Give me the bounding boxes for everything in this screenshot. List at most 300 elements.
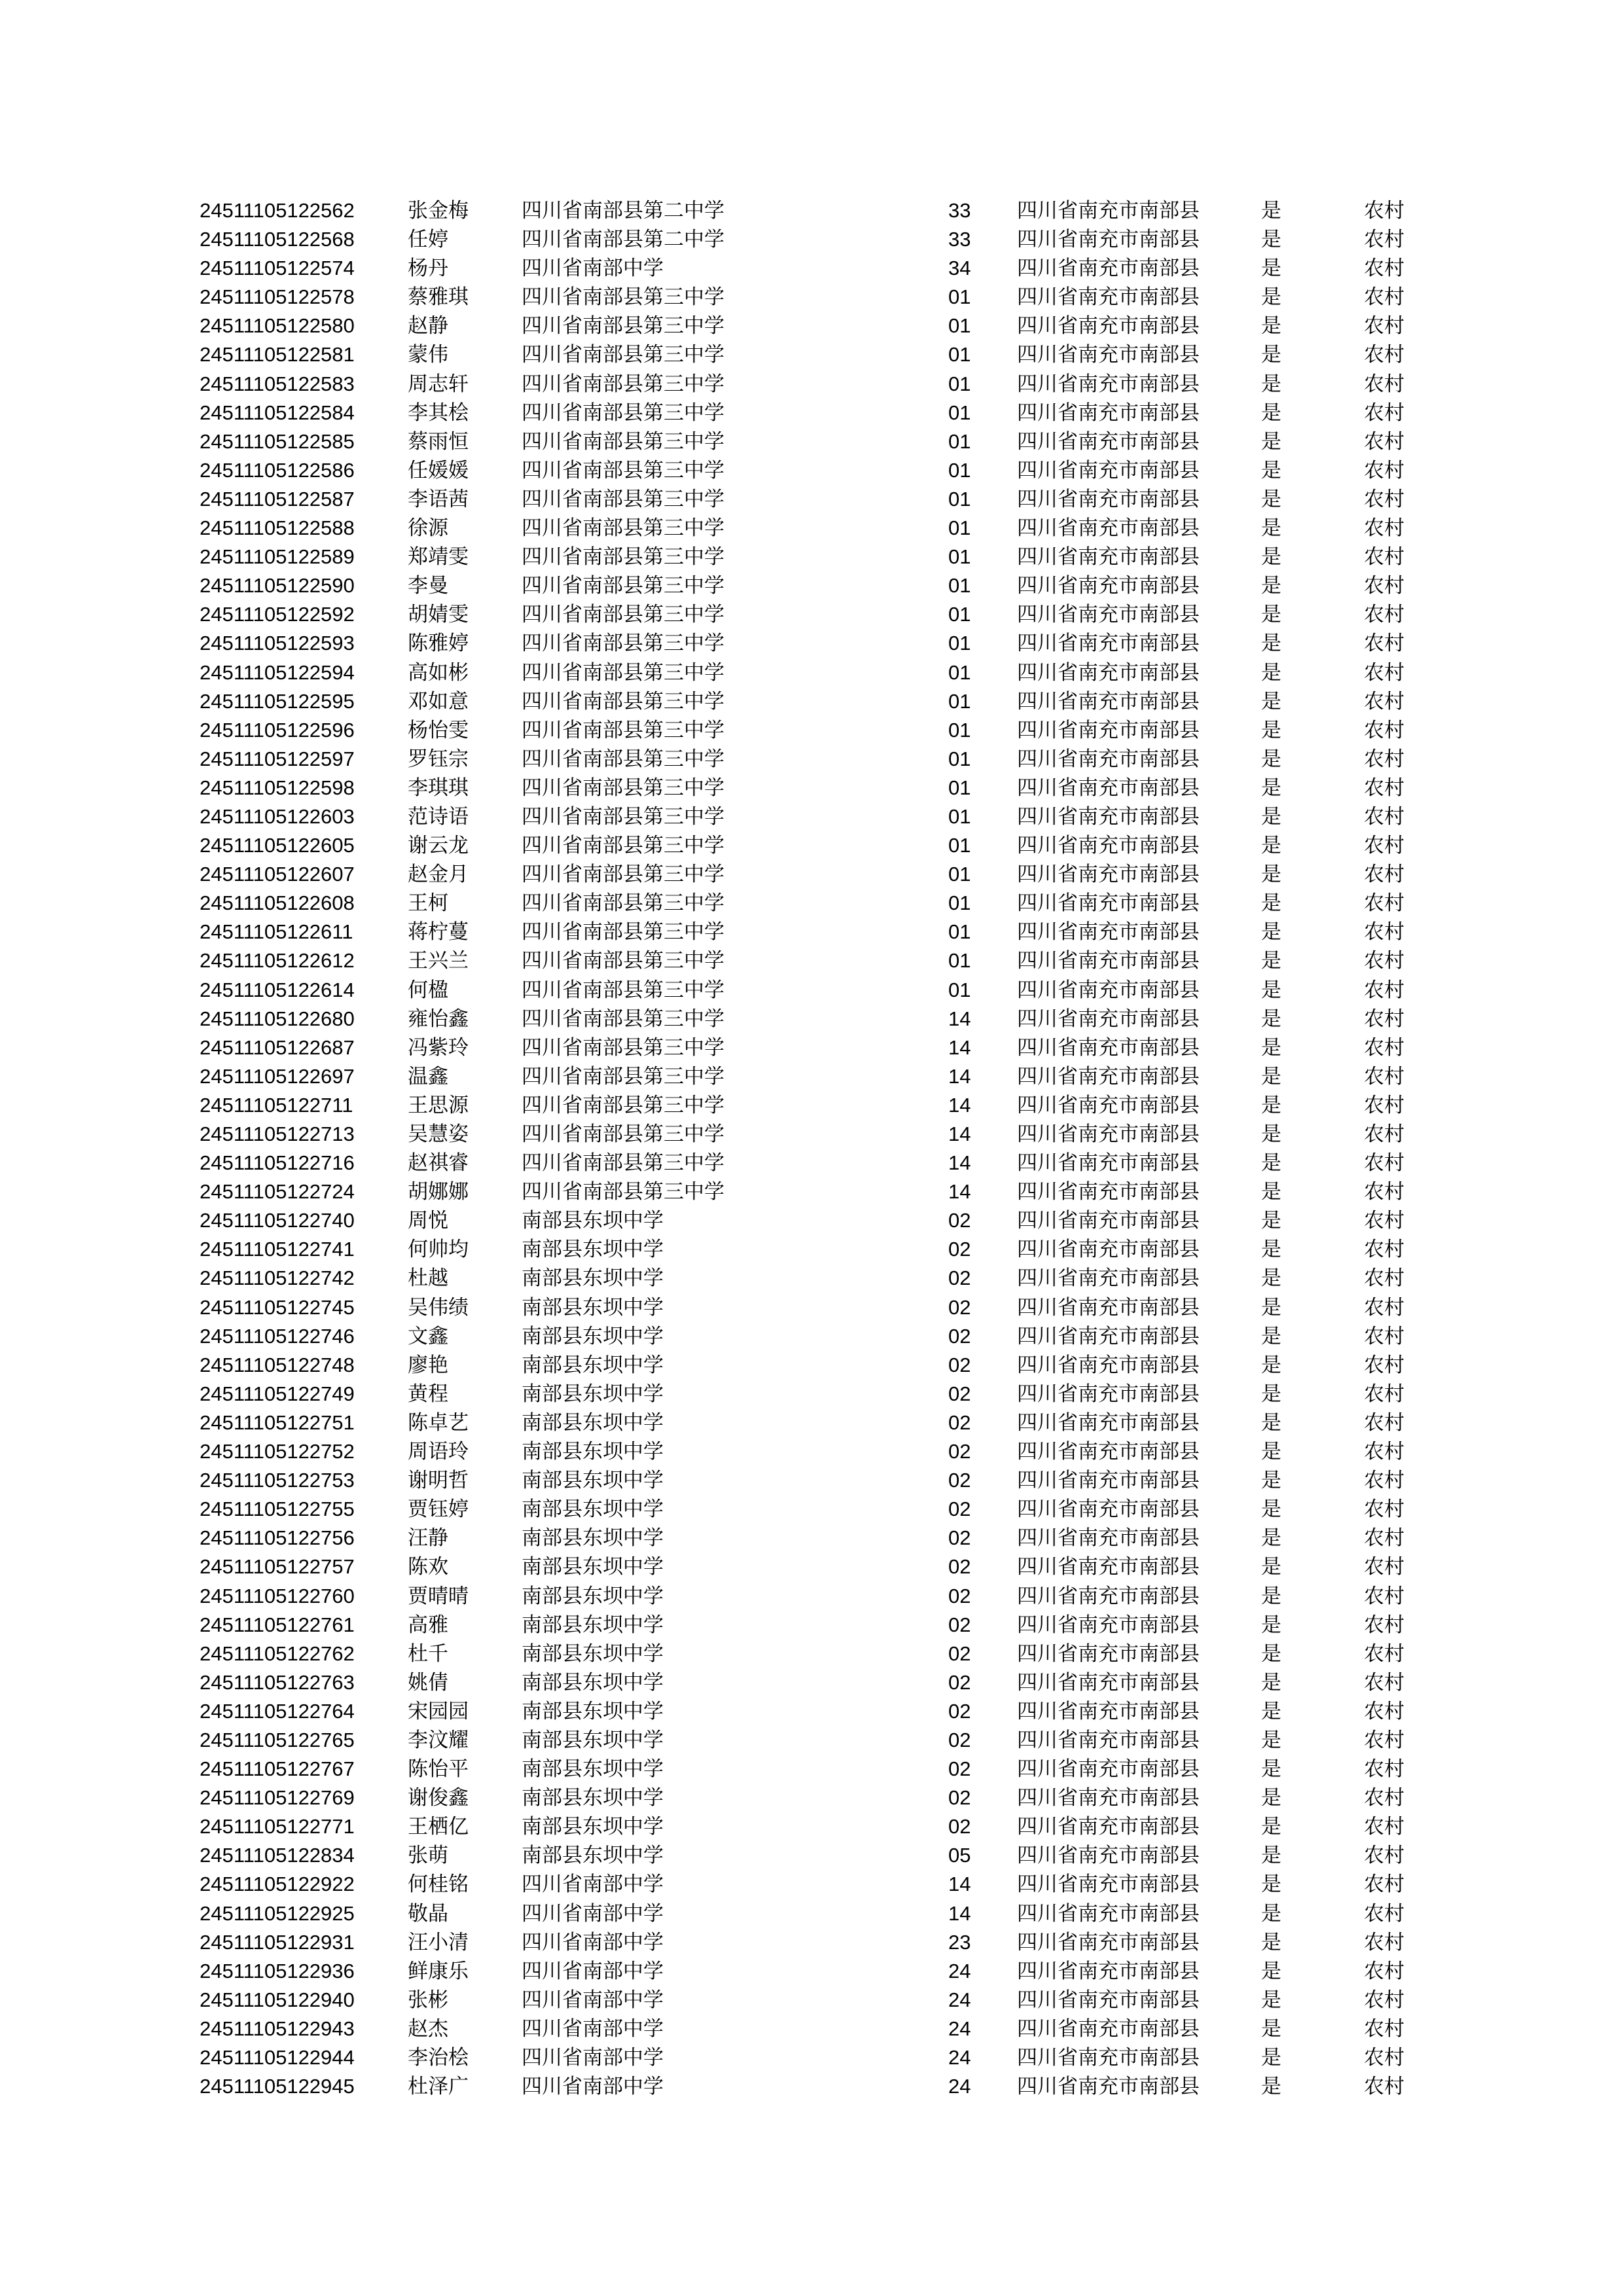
table-row bbox=[0, 1870, 1623, 1899]
cell-id: 24511105122922 bbox=[200, 1873, 355, 1896]
table-row bbox=[0, 1582, 1623, 1611]
cell-id: 24511105122586 bbox=[200, 458, 355, 482]
cell-flag: 是 bbox=[1261, 199, 1281, 223]
cell-school: 四川省南部县第三中学 bbox=[522, 1007, 724, 1031]
table-row bbox=[0, 1437, 1623, 1466]
cell-id: 24511105122581 bbox=[200, 343, 355, 367]
cell-type: 农村 bbox=[1364, 285, 1404, 310]
cell-id: 24511105122605 bbox=[200, 834, 355, 857]
cell-region: 四川省南充市南部县 bbox=[1017, 1584, 1200, 1608]
cell-flag: 是 bbox=[1261, 458, 1281, 482]
cell-type: 农村 bbox=[1364, 1526, 1404, 1551]
cell-type: 农村 bbox=[1364, 1266, 1404, 1291]
table-row bbox=[0, 2072, 1623, 2101]
cell-type: 农村 bbox=[1364, 1930, 1404, 1954]
cell-region: 四川省南充市南部县 bbox=[1017, 2075, 1200, 2099]
cell-code: 02 bbox=[948, 1295, 971, 1319]
cell-school: 四川省南部县第三中学 bbox=[522, 1151, 724, 1175]
cell-flag: 是 bbox=[1261, 1266, 1281, 1291]
cell-name: 徐源 bbox=[408, 516, 448, 541]
table-row bbox=[0, 1524, 1623, 1552]
cell-code: 33 bbox=[948, 228, 971, 251]
cell-flag: 是 bbox=[1261, 1901, 1281, 1926]
cell-name: 范诗语 bbox=[408, 804, 469, 829]
cell-school: 四川省南部县第三中学 bbox=[522, 891, 724, 916]
cell-id: 24511105122834 bbox=[200, 1844, 355, 1867]
table-row bbox=[0, 1091, 1623, 1120]
cell-id: 24511105122761 bbox=[200, 1613, 355, 1636]
cell-region: 四川省南充市南部县 bbox=[1017, 1930, 1200, 1954]
cell-flag: 是 bbox=[1261, 1122, 1281, 1146]
cell-flag: 是 bbox=[1261, 228, 1281, 252]
cell-flag: 是 bbox=[1261, 2046, 1281, 2070]
cell-school: 四川省南部县第三中学 bbox=[522, 920, 724, 944]
cell-type: 农村 bbox=[1364, 1324, 1404, 1348]
cell-region: 四川省南充市南部县 bbox=[1017, 1498, 1200, 1522]
cell-region: 四川省南充市南部县 bbox=[1017, 1670, 1200, 1695]
cell-id: 24511105122583 bbox=[200, 372, 355, 395]
table-row bbox=[0, 1033, 1623, 1062]
table-row bbox=[0, 774, 1623, 802]
cell-type: 农村 bbox=[1364, 1151, 1404, 1175]
cell-school: 南部县东坝中学 bbox=[522, 1641, 664, 1666]
cell-type: 农村 bbox=[1364, 1498, 1404, 1522]
cell-type: 农村 bbox=[1364, 920, 1404, 944]
cell-id: 24511105122765 bbox=[200, 1728, 355, 1751]
cell-id: 24511105122713 bbox=[200, 1122, 355, 1145]
table-row bbox=[0, 1005, 1623, 1033]
cell-school: 南部县东坝中学 bbox=[522, 1757, 664, 1782]
cell-name: 王兴兰 bbox=[408, 949, 469, 973]
cell-type: 农村 bbox=[1364, 574, 1404, 598]
cell-school: 四川省南部县第三中学 bbox=[522, 978, 724, 1002]
cell-name: 文鑫 bbox=[408, 1324, 448, 1348]
table-row bbox=[0, 1235, 1623, 1264]
cell-type: 农村 bbox=[1364, 718, 1404, 742]
cell-id: 24511105122945 bbox=[200, 2075, 355, 2098]
cell-type: 农村 bbox=[1364, 1901, 1404, 1926]
cell-name: 胡婧雯 bbox=[408, 603, 469, 627]
cell-code: 01 bbox=[948, 516, 971, 540]
cell-id: 24511105122931 bbox=[200, 1930, 355, 1954]
cell-school: 南部县东坝中学 bbox=[522, 1324, 664, 1348]
cell-type: 农村 bbox=[1364, 1353, 1404, 1377]
table-row bbox=[0, 1928, 1623, 1957]
cell-name: 陈怡平 bbox=[408, 1757, 469, 1782]
cell-name: 张萌 bbox=[408, 1844, 448, 1868]
table-row bbox=[0, 629, 1623, 658]
cell-flag: 是 bbox=[1261, 1295, 1281, 1319]
cell-code: 02 bbox=[948, 1353, 971, 1376]
cell-code: 01 bbox=[948, 545, 971, 569]
cell-school: 四川省南部县第三中学 bbox=[522, 1180, 724, 1204]
cell-id: 24511105122585 bbox=[200, 429, 355, 453]
cell-name: 汪静 bbox=[408, 1526, 448, 1551]
cell-flag: 是 bbox=[1261, 1959, 1281, 1983]
cell-school: 四川省南部县第三中学 bbox=[522, 343, 724, 367]
cell-code: 01 bbox=[948, 863, 971, 886]
cell-name: 鲜康乐 bbox=[408, 1959, 469, 1983]
cell-school: 四川省南部县第二中学 bbox=[522, 199, 724, 223]
cell-flag: 是 bbox=[1261, 1382, 1281, 1406]
cell-code: 14 bbox=[948, 1007, 971, 1030]
cell-flag: 是 bbox=[1261, 1064, 1281, 1088]
table-row bbox=[0, 196, 1623, 225]
cell-name: 陈雅婷 bbox=[408, 632, 469, 656]
cell-name: 杨丹 bbox=[408, 257, 448, 281]
cell-region: 四川省南充市南部县 bbox=[1017, 228, 1200, 252]
cell-id: 24511105122716 bbox=[200, 1151, 355, 1175]
cell-flag: 是 bbox=[1261, 314, 1281, 338]
cell-flag: 是 bbox=[1261, 1844, 1281, 1868]
cell-school: 四川省南部县第三中学 bbox=[522, 1035, 724, 1060]
cell-id: 24511105122697 bbox=[200, 1064, 355, 1088]
cell-flag: 是 bbox=[1261, 776, 1281, 800]
cell-region: 四川省南充市南部县 bbox=[1017, 545, 1200, 569]
cell-name: 周悦 bbox=[408, 1209, 448, 1233]
table-row bbox=[0, 399, 1623, 427]
cell-code: 01 bbox=[948, 804, 971, 828]
cell-region: 四川省南充市南部县 bbox=[1017, 2046, 1200, 2070]
cell-school: 南部县东坝中学 bbox=[522, 1209, 664, 1233]
cell-region: 四川省南充市南部县 bbox=[1017, 1353, 1200, 1377]
cell-code: 01 bbox=[948, 776, 971, 799]
cell-flag: 是 bbox=[1261, 372, 1281, 396]
cell-school: 南部县东坝中学 bbox=[522, 1353, 664, 1377]
cell-type: 农村 bbox=[1364, 1440, 1404, 1464]
cell-school: 四川省南部县第三中学 bbox=[522, 487, 724, 511]
cell-flag: 是 bbox=[1261, 343, 1281, 367]
cell-flag: 是 bbox=[1261, 1035, 1281, 1060]
cell-code: 02 bbox=[948, 1410, 971, 1434]
cell-code: 01 bbox=[948, 429, 971, 453]
cell-name: 李治桧 bbox=[408, 2046, 469, 2070]
cell-name: 冯紫玲 bbox=[408, 1035, 469, 1060]
cell-name: 何楹 bbox=[408, 978, 448, 1002]
cell-school: 四川省南部县第三中学 bbox=[522, 718, 724, 742]
cell-code: 24 bbox=[948, 1959, 971, 1982]
cell-flag: 是 bbox=[1261, 1815, 1281, 1839]
cell-region: 四川省南充市南部县 bbox=[1017, 689, 1200, 713]
cell-type: 农村 bbox=[1364, 1209, 1404, 1233]
table-row bbox=[0, 687, 1623, 716]
cell-id: 24511105122597 bbox=[200, 747, 355, 770]
cell-school: 南部县东坝中学 bbox=[522, 1844, 664, 1868]
cell-id: 24511105122587 bbox=[200, 487, 355, 511]
cell-code: 01 bbox=[948, 689, 971, 713]
cell-name: 罗钰宗 bbox=[408, 747, 469, 771]
cell-name: 张彬 bbox=[408, 1988, 448, 2012]
cell-school: 南部县东坝中学 bbox=[522, 1238, 664, 1262]
cell-region: 四川省南充市南部县 bbox=[1017, 1007, 1200, 1031]
cell-id: 24511105122749 bbox=[200, 1382, 355, 1405]
cell-region: 四川省南充市南部县 bbox=[1017, 1526, 1200, 1551]
cell-type: 农村 bbox=[1364, 689, 1404, 713]
cell-code: 01 bbox=[948, 574, 971, 598]
cell-school: 四川省南部中学 bbox=[522, 1988, 664, 2012]
cell-region: 四川省南充市南部县 bbox=[1017, 1844, 1200, 1868]
cell-name: 任媛媛 bbox=[408, 458, 469, 482]
cell-type: 农村 bbox=[1364, 776, 1404, 800]
cell-region: 四川省南充市南部县 bbox=[1017, 1901, 1200, 1926]
cell-school: 四川省南部县第三中学 bbox=[522, 603, 724, 627]
cell-code: 02 bbox=[948, 1641, 971, 1665]
cell-name: 吴伟绩 bbox=[408, 1295, 469, 1319]
table-row bbox=[0, 571, 1623, 600]
cell-id: 24511105122562 bbox=[200, 199, 355, 222]
cell-id: 24511105122767 bbox=[200, 1757, 355, 1781]
cell-code: 02 bbox=[948, 1209, 971, 1232]
cell-code: 14 bbox=[948, 1873, 971, 1896]
cell-school: 四川省南部中学 bbox=[522, 2075, 664, 2099]
cell-flag: 是 bbox=[1261, 891, 1281, 916]
cell-type: 农村 bbox=[1364, 1873, 1404, 1897]
cell-name: 温鑫 bbox=[408, 1064, 448, 1088]
cell-id: 24511105122584 bbox=[200, 401, 355, 424]
cell-type: 农村 bbox=[1364, 1035, 1404, 1060]
cell-name: 王思源 bbox=[408, 1093, 469, 1117]
cell-name: 吴慧姿 bbox=[408, 1122, 469, 1146]
cell-code: 24 bbox=[948, 2075, 971, 2098]
cell-code: 24 bbox=[948, 2046, 971, 2069]
table-row bbox=[0, 1697, 1623, 1726]
cell-name: 高雅 bbox=[408, 1613, 448, 1637]
cell-region: 四川省南充市南部县 bbox=[1017, 285, 1200, 310]
cell-region: 四川省南充市南部县 bbox=[1017, 1295, 1200, 1319]
cell-code: 01 bbox=[948, 834, 971, 857]
table-row bbox=[0, 1322, 1623, 1351]
cell-school: 南部县东坝中学 bbox=[522, 1555, 664, 1579]
cell-school: 四川省南部县第三中学 bbox=[522, 401, 724, 425]
cell-type: 农村 bbox=[1364, 1007, 1404, 1031]
table-row bbox=[0, 283, 1623, 312]
cell-name: 雍怡鑫 bbox=[408, 1007, 469, 1031]
cell-type: 农村 bbox=[1364, 1180, 1404, 1204]
cell-flag: 是 bbox=[1261, 1440, 1281, 1464]
cell-school: 四川省南部县第三中学 bbox=[522, 516, 724, 541]
cell-code: 01 bbox=[948, 949, 971, 973]
table-row bbox=[0, 1812, 1623, 1841]
table-row bbox=[0, 370, 1623, 399]
cell-id: 24511105122760 bbox=[200, 1584, 355, 1607]
cell-type: 农村 bbox=[1364, 1959, 1404, 1983]
cell-id: 24511105122740 bbox=[200, 1209, 355, 1232]
cell-flag: 是 bbox=[1261, 2075, 1281, 2099]
cell-region: 四川省南充市南部县 bbox=[1017, 891, 1200, 916]
table-row bbox=[0, 1899, 1623, 1928]
cell-school: 四川省南部县第三中学 bbox=[522, 1064, 724, 1088]
cell-code: 05 bbox=[948, 1844, 971, 1867]
cell-school: 南部县东坝中学 bbox=[522, 1440, 664, 1464]
cell-id: 24511105122607 bbox=[200, 863, 355, 886]
cell-type: 农村 bbox=[1364, 228, 1404, 252]
cell-school: 四川省南部县第三中学 bbox=[522, 834, 724, 858]
table-row bbox=[0, 1293, 1623, 1322]
table-row bbox=[0, 1611, 1623, 1640]
cell-name: 胡娜娜 bbox=[408, 1180, 469, 1204]
cell-name: 何桂铭 bbox=[408, 1873, 469, 1897]
table-row bbox=[0, 1726, 1623, 1755]
cell-code: 02 bbox=[948, 1699, 971, 1723]
table-row bbox=[0, 802, 1623, 831]
table-row bbox=[0, 831, 1623, 860]
cell-code: 02 bbox=[948, 1266, 971, 1290]
cell-region: 四川省南充市南部县 bbox=[1017, 1873, 1200, 1897]
cell-region: 四川省南充市南部县 bbox=[1017, 257, 1200, 281]
cell-flag: 是 bbox=[1261, 487, 1281, 511]
cell-flag: 是 bbox=[1261, 747, 1281, 771]
cell-code: 24 bbox=[948, 1988, 971, 2011]
table-row bbox=[0, 456, 1623, 485]
cell-region: 四川省南充市南部县 bbox=[1017, 632, 1200, 656]
cell-code: 02 bbox=[948, 1555, 971, 1579]
cell-type: 农村 bbox=[1364, 1815, 1404, 1839]
cell-type: 农村 bbox=[1364, 199, 1404, 223]
cell-type: 农村 bbox=[1364, 863, 1404, 887]
cell-flag: 是 bbox=[1261, 2017, 1281, 2041]
cell-id: 24511105122936 bbox=[200, 1959, 355, 1982]
cell-region: 四川省南充市南部县 bbox=[1017, 1959, 1200, 1983]
table-row bbox=[0, 543, 1623, 571]
cell-type: 农村 bbox=[1364, 1988, 1404, 2012]
cell-region: 四川省南充市南部县 bbox=[1017, 1122, 1200, 1146]
cell-school: 南部县东坝中学 bbox=[522, 1613, 664, 1637]
cell-flag: 是 bbox=[1261, 978, 1281, 1002]
table-row bbox=[0, 918, 1623, 946]
cell-name: 何帅均 bbox=[408, 1238, 469, 1262]
cell-school: 南部县东坝中学 bbox=[522, 1498, 664, 1522]
cell-region: 四川省南充市南部县 bbox=[1017, 1266, 1200, 1291]
cell-type: 农村 bbox=[1364, 747, 1404, 771]
cell-id: 24511105122751 bbox=[200, 1410, 355, 1434]
cell-school: 四川省南部县第三中学 bbox=[522, 747, 724, 771]
cell-flag: 是 bbox=[1261, 257, 1281, 281]
cell-region: 四川省南充市南部县 bbox=[1017, 776, 1200, 800]
cell-code: 34 bbox=[948, 257, 971, 280]
cell-id: 24511105122580 bbox=[200, 314, 355, 338]
cell-name: 赵金月 bbox=[408, 863, 469, 887]
cell-id: 24511105122687 bbox=[200, 1035, 355, 1059]
cell-id: 24511105122611 bbox=[200, 920, 353, 944]
cell-flag: 是 bbox=[1261, 1988, 1281, 2012]
cell-name: 蔡雨恒 bbox=[408, 429, 469, 454]
table-row bbox=[0, 1177, 1623, 1206]
cell-id: 24511105122574 bbox=[200, 257, 355, 280]
cell-code: 01 bbox=[948, 747, 971, 770]
cell-school: 南部县东坝中学 bbox=[522, 1786, 664, 1810]
cell-school: 南部县东坝中学 bbox=[522, 1815, 664, 1839]
cell-region: 四川省南充市南部县 bbox=[1017, 1815, 1200, 1839]
cell-name: 王柯 bbox=[408, 891, 448, 916]
cell-name: 蒙伟 bbox=[408, 343, 448, 367]
cell-code: 01 bbox=[948, 632, 971, 655]
cell-school: 南部县东坝中学 bbox=[522, 1584, 664, 1608]
cell-region: 四川省南充市南部县 bbox=[1017, 372, 1200, 396]
cell-region: 四川省南充市南部县 bbox=[1017, 747, 1200, 771]
cell-code: 01 bbox=[948, 343, 971, 367]
cell-id: 24511105122762 bbox=[200, 1641, 355, 1665]
cell-type: 农村 bbox=[1364, 487, 1404, 511]
table-row bbox=[0, 2043, 1623, 2072]
table-row bbox=[0, 889, 1623, 918]
cell-id: 24511105122589 bbox=[200, 545, 355, 569]
table-row bbox=[0, 1784, 1623, 1812]
cell-region: 四川省南充市南部县 bbox=[1017, 660, 1200, 685]
cell-name: 杨怡雯 bbox=[408, 718, 469, 742]
cell-region: 四川省南充市南部县 bbox=[1017, 1238, 1200, 1262]
cell-region: 四川省南充市南部县 bbox=[1017, 1440, 1200, 1464]
cell-id: 24511105122568 bbox=[200, 228, 355, 251]
cell-region: 四川省南充市南部县 bbox=[1017, 401, 1200, 425]
cell-flag: 是 bbox=[1261, 1613, 1281, 1637]
cell-code: 02 bbox=[948, 1238, 971, 1261]
table-row bbox=[0, 225, 1623, 254]
cell-code: 14 bbox=[948, 1180, 971, 1204]
cell-id: 24511105122755 bbox=[200, 1498, 355, 1521]
cell-name: 张金梅 bbox=[408, 199, 469, 223]
cell-id: 24511105122741 bbox=[200, 1238, 355, 1261]
cell-name: 任婷 bbox=[408, 228, 448, 252]
table-row bbox=[0, 1408, 1623, 1437]
table-row bbox=[0, 1149, 1623, 1177]
cell-id: 24511105122925 bbox=[200, 1901, 355, 1925]
cell-region: 四川省南充市南部县 bbox=[1017, 314, 1200, 338]
cell-type: 农村 bbox=[1364, 632, 1404, 656]
cell-school: 四川省南部县第三中学 bbox=[522, 314, 724, 338]
table-row bbox=[0, 514, 1623, 543]
cell-code: 01 bbox=[948, 920, 971, 944]
cell-region: 四川省南充市南部县 bbox=[1017, 978, 1200, 1002]
cell-region: 四川省南充市南部县 bbox=[1017, 1641, 1200, 1666]
table-row bbox=[0, 600, 1623, 629]
cell-name: 周语玲 bbox=[408, 1440, 469, 1464]
cell-flag: 是 bbox=[1261, 1180, 1281, 1204]
cell-type: 农村 bbox=[1364, 1064, 1404, 1088]
cell-flag: 是 bbox=[1261, 603, 1281, 627]
cell-name: 蒋柠蔓 bbox=[408, 920, 469, 944]
cell-name: 宋园园 bbox=[408, 1699, 469, 1723]
cell-id: 24511105122596 bbox=[200, 718, 355, 742]
table-row bbox=[0, 1351, 1623, 1380]
cell-flag: 是 bbox=[1261, 545, 1281, 569]
cell-flag: 是 bbox=[1261, 1093, 1281, 1117]
cell-region: 四川省南充市南部县 bbox=[1017, 1035, 1200, 1060]
cell-flag: 是 bbox=[1261, 1353, 1281, 1377]
cell-name: 杜越 bbox=[408, 1266, 448, 1291]
cell-code: 01 bbox=[948, 487, 971, 511]
cell-type: 农村 bbox=[1364, 1584, 1404, 1608]
cell-flag: 是 bbox=[1261, 1238, 1281, 1262]
cell-school: 四川省南部中学 bbox=[522, 257, 664, 281]
cell-name: 谢明哲 bbox=[408, 1469, 469, 1493]
cell-region: 四川省南充市南部县 bbox=[1017, 1151, 1200, 1175]
cell-name: 李曼 bbox=[408, 574, 448, 598]
cell-id: 24511105122742 bbox=[200, 1266, 355, 1290]
cell-id: 24511105122756 bbox=[200, 1526, 355, 1550]
cell-region: 四川省南充市南部县 bbox=[1017, 487, 1200, 511]
cell-code: 23 bbox=[948, 1930, 971, 1954]
cell-type: 农村 bbox=[1364, 1093, 1404, 1117]
cell-code: 02 bbox=[948, 1584, 971, 1607]
cell-region: 四川省南充市南部县 bbox=[1017, 1324, 1200, 1348]
cell-school: 四川省南部县第三中学 bbox=[522, 949, 724, 973]
table-row bbox=[0, 1380, 1623, 1408]
cell-code: 01 bbox=[948, 401, 971, 424]
cell-code: 01 bbox=[948, 372, 971, 395]
table-row bbox=[0, 716, 1623, 745]
cell-school: 四川省南部中学 bbox=[522, 2046, 664, 2070]
table-row bbox=[0, 1640, 1623, 1668]
